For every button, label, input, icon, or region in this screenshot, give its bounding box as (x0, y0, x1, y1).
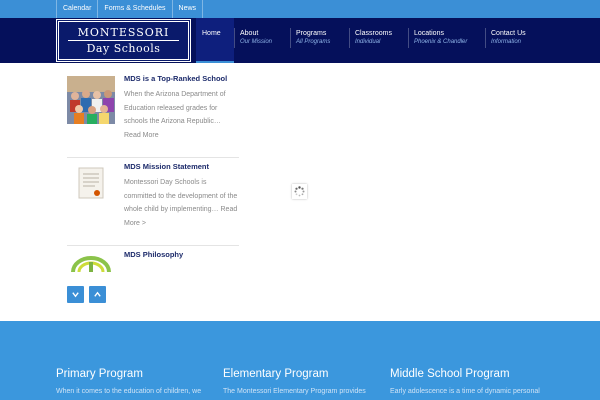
main-nav (196, 18, 545, 63)
utility-bar (0, 0, 600, 18)
nav-item-label: Locations (414, 30, 444, 37)
spinner-icon (292, 184, 307, 199)
slider-up-button[interactable] (89, 286, 106, 303)
nav-item-label: Classrooms (355, 30, 392, 37)
news-list (67, 70, 239, 286)
nav-item-programs[interactable] (290, 18, 349, 63)
loading-spinner (292, 184, 307, 199)
rainbow-image (67, 252, 115, 276)
class-photo-image (67, 76, 115, 124)
program-title-link[interactable]: Elementary Program (223, 368, 329, 380)
news-item (67, 158, 239, 246)
news-item (67, 246, 239, 286)
class-photo-thumbnail[interactable] (67, 76, 115, 124)
nav-item-locations[interactable] (408, 18, 485, 63)
nav-item-sublabel: Phoenix & Chandler (414, 39, 468, 45)
nav-item-label: Programs (296, 30, 327, 37)
nav-item-classrooms[interactable] (349, 18, 408, 63)
news-title-link[interactable]: MDS Mission Statement (124, 162, 210, 171)
programs-band (0, 321, 600, 400)
nav-item-home[interactable] (196, 18, 234, 63)
program-middle-school (390, 367, 550, 397)
utility-nav (56, 0, 203, 18)
logo-line-1: MONTESSORI (77, 26, 170, 39)
nav-item-sublabel: All Programs (296, 39, 331, 45)
logo-line-2: Day Schools (86, 42, 161, 55)
chevron-down-icon (71, 290, 80, 299)
utility-link-forms-schedules[interactable]: Forms & Schedules (98, 0, 172, 18)
program-description: The Montessori Elementary Program provides (223, 388, 366, 395)
nav-item-label: About (240, 30, 259, 37)
document-icon[interactable] (67, 164, 115, 212)
slider-down-button[interactable] (67, 286, 84, 303)
nav-item-contact-us[interactable] (485, 18, 545, 63)
program-title-link[interactable]: Primary Program (56, 368, 143, 380)
nav-item-label: Contact Us (491, 30, 526, 37)
logo-badge (58, 21, 189, 60)
program-primary (56, 367, 216, 397)
news-excerpt: When the Arizona Department of Education released grades for schools the Arizona Republic… Read More (124, 91, 226, 139)
nav-item-about[interactable] (234, 18, 290, 63)
utility-link-news[interactable]: News (173, 0, 204, 18)
rainbow-icon[interactable] (67, 252, 115, 276)
program-description: Early adolescence is a time of dynamic personal (390, 388, 540, 395)
nav-item-label: Home (202, 30, 221, 37)
nav-item-sublabel: Our Mission (240, 39, 273, 45)
program-title-link[interactable]: Middle School Program (390, 368, 510, 380)
program-elementary (223, 367, 383, 397)
nav-item-sublabel: Individual (355, 39, 381, 45)
slider-controls (67, 286, 106, 303)
news-title-link[interactable]: MDS is a Top-Ranked School (124, 74, 228, 83)
news-item (67, 70, 239, 158)
chevron-up-icon (93, 290, 102, 299)
program-description: When it comes to the education of children, we (56, 388, 202, 395)
utility-link-calendar[interactable]: Calendar (56, 0, 98, 18)
document-image (67, 164, 115, 212)
logo-divider (68, 40, 179, 41)
nav-item-sublabel: Information (491, 39, 522, 45)
news-title-link[interactable]: MDS Philosophy (124, 250, 184, 259)
site-logo[interactable] (56, 19, 191, 62)
news-excerpt: Montessori Day Schools is committed to the development of the whole child by implementing… Read More > (124, 179, 238, 227)
site-header (0, 18, 600, 63)
